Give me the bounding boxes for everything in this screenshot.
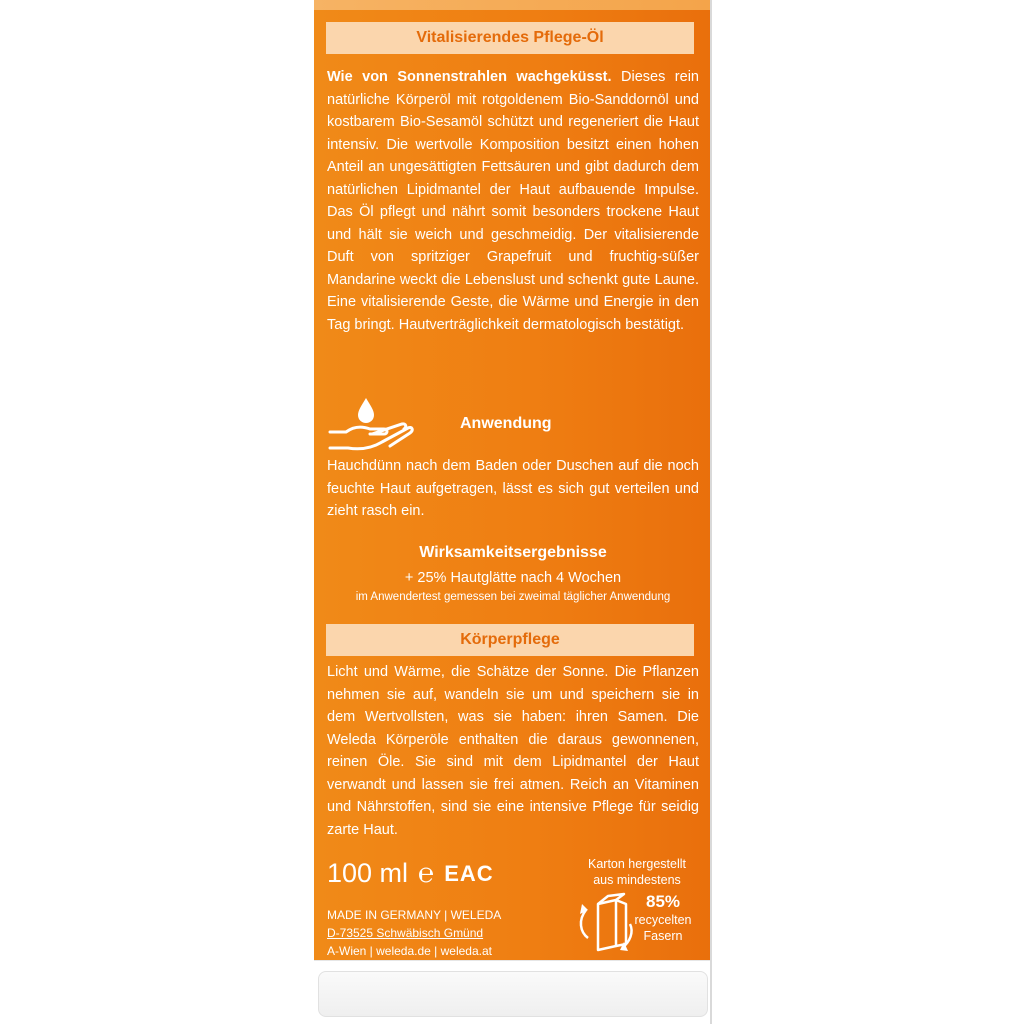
description-lead: Wie von Sonnenstrahlen wachgeküsst. [327,69,612,85]
web-line: A-Wien | weleda.de | weleda.at [327,944,492,958]
results-note: im Anwendertest gemessen bei zweimal täglicher Anwendung [355,591,671,603]
body-care-text: Licht und Wärme, die Schätze der Sonne. Die Pflanzen nehmen sie auf, wandeln sie um und speichern sie in dem Wertvollsten, was sie haben: ihren Samen. Die Weleda Körperöle enthalten die daraus gewonnenen, reinen Öle. Sie sind mit dem Lipidmantel der Haut verwandt und lassen sie frei atmen. Reich an Vitaminen und Nährstoffen, sind sie eine intensive Pflege für seidig zarte Haut. [327,664,699,838]
carton-line-4: Fasern [643,929,683,943]
estimated-sign: ℮ [418,858,435,888]
package-panel [314,0,712,1024]
address-line: D-73525 Schwäbisch Gmünd [327,926,484,940]
volume-label: 100 ml [327,858,409,888]
usage-text: Hauchdünn nach dem Baden oder Duschen auf die noch feuchte Haut aufgetragen, lässt es sich gut verteilen und zieht rasch ein. [327,458,699,519]
manufacturer-info [327,906,501,960]
product-heading: Vitalisierendes Pflege-Öl [326,22,694,54]
carton-line-2: aus mindestens [593,873,681,887]
carton-info [572,856,702,888]
product-description [327,66,699,336]
made-in-line: MADE IN GERMANY | WELEDA [327,908,502,922]
results-line: + 25% Hautglätte nach 4 Wochen [404,570,622,586]
carton-percent: 85% [645,892,681,911]
bottom-flap-inner [318,971,708,1017]
body-care-heading: Körperpflege [326,624,694,656]
description-body: Dieses rein natürliche Körperöl mit rotgoldenem Bio-Sanddornöl und kostbarem Bio-Sesamöl schützt und regeneriert die Haut intensiv. Die wertvolle Komposition besitzt einen hohen Anteil an ungesättigten Fettsäuren und gibt dadurch dem natürlichen Lipidmantel der Haut aufbauende Impulse. Das Öl pflegt und nährt somit besonders trockene Haut und hält sie weich und geschmeidig. Der vitalisierende Duft von spritziger Grapefruit und fruchtig-süßer Mandarine weckt die Lebenslust und schenkt gute Laune. Eine vitalisierende Geste, die Wärme und Energie in den Tag bringt. Hautverträglichkeit dermatologisch bestätigt. [327,69,699,333]
results-heading: Wirksamkeitsergebnisse [419,544,607,561]
panel-edge [710,0,712,1024]
carton-line-3: recycelten [634,913,692,927]
carton-line-1: Karton hergestellt [588,857,686,871]
usage-heading: Anwendung [460,415,552,432]
bottom-flap [314,960,712,1024]
top-strip [314,0,712,10]
carton-percent-block [626,892,700,944]
eac-mark: EAC [444,860,494,886]
volume-row [327,858,494,889]
hand-drop-icon [328,396,418,452]
